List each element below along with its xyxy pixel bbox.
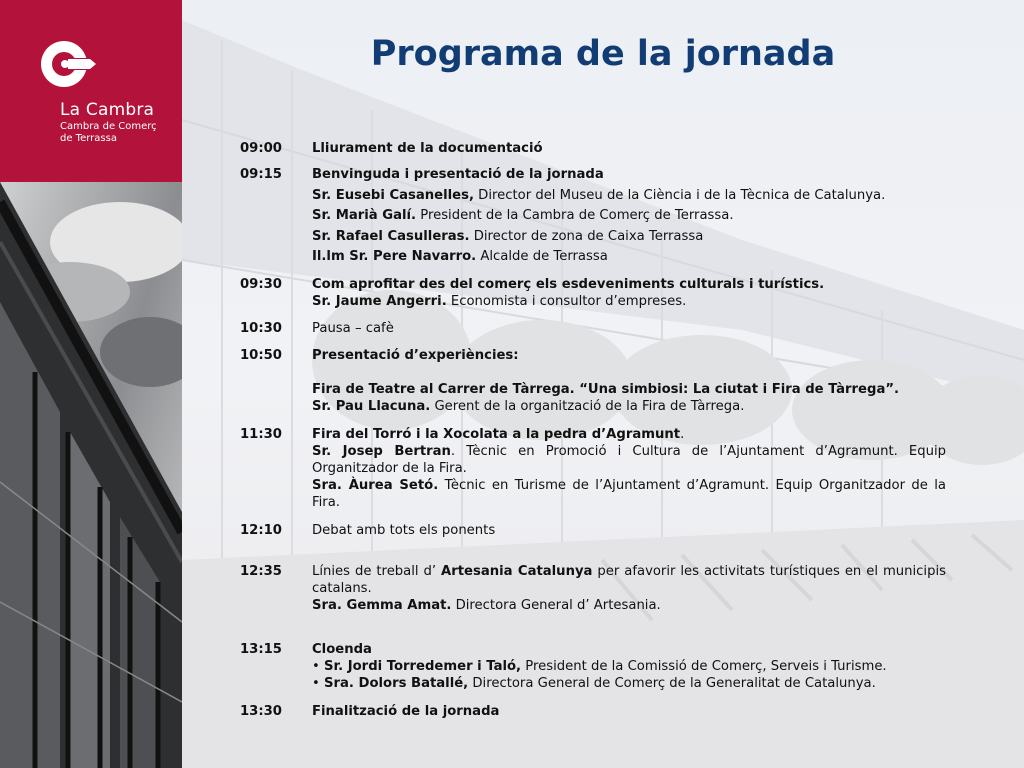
speaker-line bbox=[312, 293, 946, 310]
speaker-name: Sr. Pau Llacuna. bbox=[312, 399, 431, 414]
schedule-time: 10:30 bbox=[240, 321, 282, 336]
speaker-role: Director de zona de Caixa Terrassa bbox=[469, 228, 704, 244]
brand-block bbox=[0, 0, 182, 182]
speaker-name: Sra. Dolors Batallé, bbox=[324, 676, 469, 691]
speaker-name: Sr. Marià Galí. bbox=[312, 208, 417, 224]
speaker-role: Directora General d’ Artesania. bbox=[451, 598, 661, 613]
session-title: Finalització de la jornada bbox=[312, 704, 500, 719]
bullet-item bbox=[312, 675, 946, 692]
speaker-line bbox=[312, 187, 946, 204]
brand-name: La Cambra bbox=[60, 100, 155, 120]
session-text-before: Línies de treball d’ bbox=[312, 564, 442, 579]
speaker-role: President de la Comissió de Comerç, Serveis i Turisme. bbox=[521, 659, 887, 674]
speaker-name: Sr. Josep Bertran bbox=[312, 444, 451, 459]
speaker-line bbox=[312, 443, 946, 477]
session-title-suffix: . bbox=[680, 427, 685, 442]
brand-subtitle-line-2: de Terrassa bbox=[60, 133, 117, 144]
bullet-icon: • bbox=[312, 676, 320, 691]
speaker-role: . Tècnic en Promoció i Cultura de l’Ajuntament d’Agramunt. Equip Organitzador de la Fira. bbox=[312, 444, 946, 476]
brand-subtitle bbox=[60, 121, 157, 145]
speaker-line bbox=[312, 477, 946, 511]
speaker-name: Sr. Jordi Torredemer i Taló, bbox=[324, 659, 522, 674]
experience-title: Fira de Teatre al Carrer de Tàrrega. “Una simbiosi: La ciutat i Fira de Tàrrega”. bbox=[312, 382, 900, 397]
speaker-line bbox=[312, 207, 946, 224]
speaker-role: Alcalde de Terrassa bbox=[476, 249, 608, 265]
speaker-role: Gerent de la organització de la Fira de Tàrrega. bbox=[430, 399, 745, 414]
brand-subtitle-line-1: Cambra de Comerç bbox=[60, 121, 157, 132]
page-title: Programa de la jornada bbox=[370, 34, 836, 74]
schedule-time: 10:50 bbox=[240, 348, 282, 363]
speaker-role: Directora General de Comerç de la Generalitat de Catalunya. bbox=[468, 676, 876, 691]
speaker-line bbox=[312, 228, 946, 245]
session-text-bold: Artesania Catalunya bbox=[441, 564, 593, 579]
speaker-name: Il.lm Sr. Pere Navarro. bbox=[312, 249, 477, 265]
session-title: Fira del Torró i la Xocolata a la pedra d’Agramunt bbox=[312, 427, 681, 442]
schedule-time: 13:15 bbox=[240, 642, 282, 657]
session-title: Presentació d’experiències: bbox=[312, 348, 519, 363]
session-title-line bbox=[312, 426, 946, 443]
session-title: Debat amb tots els ponents bbox=[312, 523, 496, 538]
speaker-name: Sr. Jaume Angerri. bbox=[312, 294, 447, 309]
schedule-time: 11:30 bbox=[240, 427, 282, 442]
session-title-line bbox=[312, 563, 946, 597]
schedule-time: 13:30 bbox=[240, 704, 282, 719]
schedule-time: 09:15 bbox=[240, 167, 282, 182]
speaker-role: President de la Cambra de Comerç de Terrassa. bbox=[416, 208, 734, 224]
bullet-item bbox=[312, 658, 946, 675]
session-title: Pausa – cafè bbox=[312, 321, 394, 336]
speaker-name: Sr. Rafael Casulleras. bbox=[312, 228, 470, 244]
speaker-role: Tècnic en Turisme de l’Ajuntament d’Agramunt. Equip Organitzador de la Fira. bbox=[312, 478, 946, 510]
speaker-name: Sra. Gemma Amat. bbox=[312, 598, 452, 613]
building-photo bbox=[0, 182, 182, 768]
schedule-time: 12:10 bbox=[240, 523, 282, 538]
session-title: Com aprofitar des del comerç els esdeveniments culturals i turístics. bbox=[312, 277, 825, 292]
speaker-line bbox=[312, 597, 946, 614]
session-title: Benvinguda i presentació de la jornada bbox=[312, 167, 604, 182]
speaker-name: Sra. Àurea Setó. bbox=[312, 478, 439, 493]
speaker-line bbox=[312, 398, 946, 415]
session-title: Cloenda bbox=[312, 642, 372, 657]
cambra-logo-icon bbox=[40, 38, 96, 94]
session-text-after: per afavorir les activitats turístiques en el municipis catalans. bbox=[312, 564, 946, 596]
session-title: Lliurament de la documentació bbox=[312, 141, 543, 156]
speaker-role: Economista i consultor d’empreses. bbox=[446, 294, 687, 309]
schedule-time: 12:35 bbox=[240, 564, 282, 579]
schedule-time: 09:00 bbox=[240, 141, 282, 156]
speaker-role: Director del Museu de la Ciència i de la Tècnica de Catalunya. bbox=[473, 187, 886, 203]
speaker-name: Sr. Eusebi Casanelles, bbox=[312, 187, 474, 203]
bullet-icon: • bbox=[312, 659, 320, 674]
schedule-time: 09:30 bbox=[240, 277, 282, 292]
speaker-line bbox=[312, 248, 946, 265]
